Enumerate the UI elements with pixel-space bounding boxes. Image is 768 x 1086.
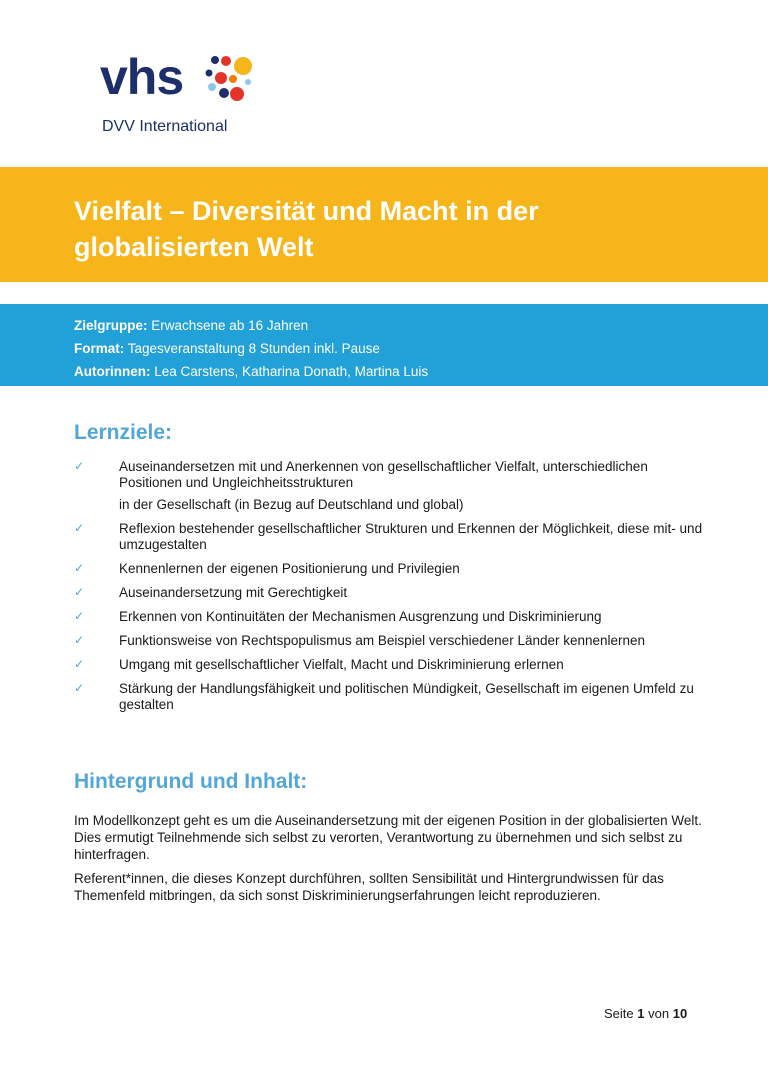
goal-text: Auseinandersetzung mit Gerechtigkeit: [119, 585, 348, 600]
document-title: Vielfalt – Diversität und Macht in der globalisierten Welt: [74, 196, 539, 262]
page-middle: von: [648, 1006, 670, 1021]
info-label: Autorinnen:: [74, 364, 151, 379]
paragraph: Referent*innen, die dieses Konzept durchführen, sollten Sensibilität und Hintergrundwissen für das Themenfeld mitbringen, da sich sonst Diskriminierungserfahrungen leicht reproduzieren.: [74, 871, 664, 903]
info-value: Tagesveranstaltung 8 Stunden inkl. Pause: [127, 341, 380, 356]
goal-text: Auseinandersetzen mit und Anerkennen von gesellschaftlicher Vielfalt, unterschiedlichen Positionen und Ungleichheitsstrukturen: [119, 459, 648, 490]
goal-item: [74, 657, 714, 673]
logo-subtitle: DVV International: [102, 118, 228, 135]
check-icon: ✓: [74, 657, 85, 671]
goal-item: [74, 681, 714, 713]
goal-item: [74, 521, 714, 553]
goal-text: Umgang mit gesellschaftlicher Vielfalt, Macht und Diskriminierung erlernen: [119, 657, 564, 672]
logo-wordmark: vhs: [100, 49, 184, 105]
page-total: 10: [672, 1006, 688, 1021]
goal-item: [74, 633, 714, 649]
page-current: 1: [637, 1006, 645, 1021]
info-label: Zielgruppe:: [74, 318, 148, 333]
check-icon: ✓: [74, 459, 85, 473]
page-prefix: Seite: [604, 1006, 634, 1021]
goal-item: [74, 609, 714, 625]
info-value: Erwachsene ab 16 Jahren: [151, 318, 309, 333]
info-band: [0, 304, 768, 386]
paragraph: Im Modellkonzept geht es um die Auseinandersetzung mit der eigenen Position in der globalisierten Welt. Dies ermutigt Teilnehmende sich selbst zu verorten, Verantwortung zu übernehmen und sich selbst zu hinterfragen.: [74, 813, 702, 862]
title-band: [0, 167, 768, 282]
vhs-logo: [100, 50, 260, 140]
check-icon: ✓: [74, 633, 85, 647]
info-authors: [74, 364, 428, 380]
goal-continuation: in der Gesellschaft (in Bezug auf Deutschland und global): [119, 497, 464, 512]
check-icon: ✓: [74, 585, 85, 599]
background-heading: Hintergrund und Inhalt:: [74, 770, 308, 793]
goal-item: [74, 459, 714, 513]
check-icon: ✓: [74, 561, 85, 575]
check-icon: ✓: [74, 609, 85, 623]
info-format: [74, 341, 380, 357]
goal-text: Funktionsweise von Rechtspopulismus am Beispiel verschiedener Länder kennenlernen: [119, 633, 646, 648]
info-label: Format:: [74, 341, 125, 356]
logo-dots-icon: [196, 50, 256, 110]
page-number: [604, 1006, 687, 1021]
goal-text: Reflexion bestehender gesellschaftlicher Strukturen und Erkennen der Möglichkeit, diese mit- und umzugestalten: [119, 521, 703, 552]
info-target-group: [74, 318, 308, 334]
check-icon: ✓: [74, 681, 85, 695]
goal-text: Stärkung der Handlungsfähigkeit und politischen Mündigkeit, Gesellschaft im eigenen Umfeld zu gestalten: [119, 681, 694, 712]
goal-item: [74, 585, 714, 601]
goals-list: [74, 459, 714, 721]
goal-item: [74, 561, 714, 577]
check-icon: ✓: [74, 521, 85, 535]
info-value: Lea Carstens, Katharina Donath, Martina Luis: [154, 364, 429, 379]
goals-heading: Lernziele:: [74, 421, 173, 444]
goal-text: Erkennen von Kontinuitäten der Mechanismen Ausgrenzung und Diskriminierung: [119, 609, 602, 624]
goal-text: Kennenlernen der eigenen Positionierung und Privilegien: [119, 561, 460, 576]
